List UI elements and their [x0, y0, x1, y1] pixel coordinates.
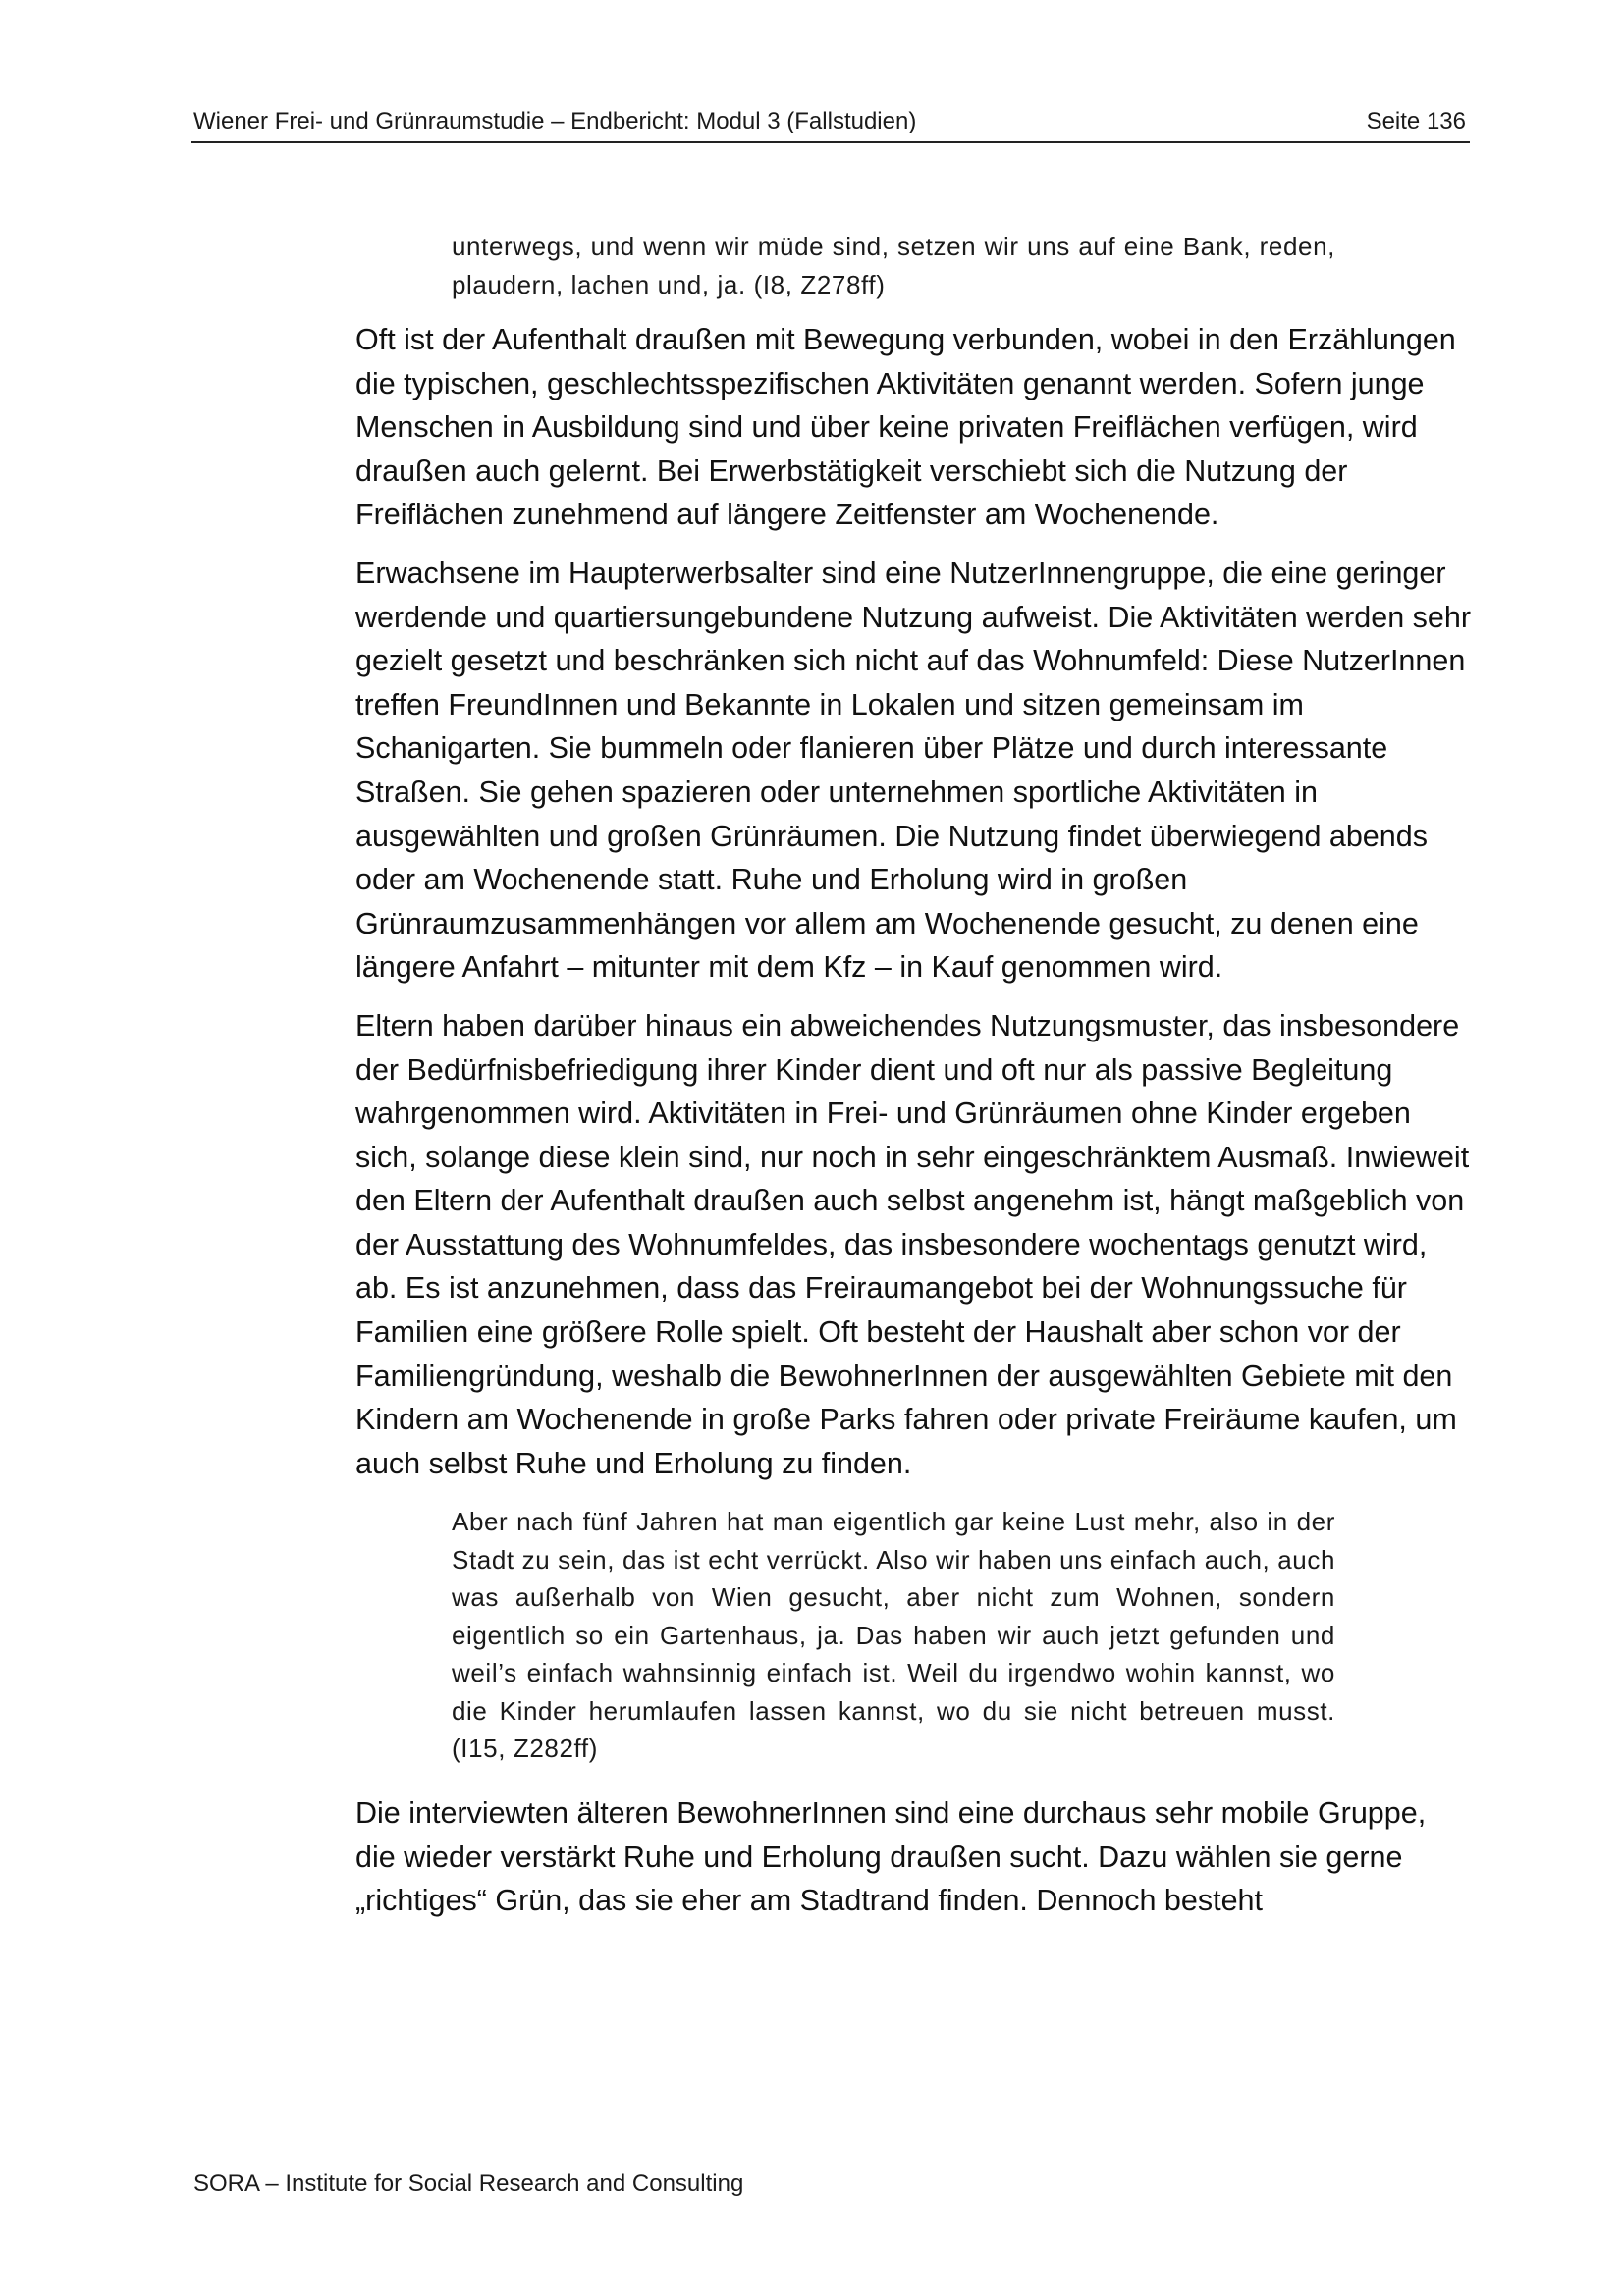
paragraph-4: Die interviewten älteren BewohnerInnen sind eine durchaus sehr mobile Gruppe, die wieder verstärkt Ruhe und Erholung draußen sucht. Dazu wählen sie gerne „richtiges“ Grün, das sie eher am Stadtrand finden. Dennoch besteht	[355, 1795, 1427, 1918]
paragraph-1: Oft ist der Aufenthalt draußen mit Bewegung verbunden, wobei in den Erzählungen die typischen, geschlechtsspezifischen Aktivitäten genannt werden. Sofern junge Menschen in Ausbildung sind und über keine privaten Freiflächen verfügen, wird draußen auch gelernt. Bei Erwerbstätigkeit verschiebt sich die Nutzung der Freiflächen zunehmend auf längere Zeitfenster am Wochenende.	[355, 323, 1456, 532]
interview-quote-2: Aber nach fünf Jahren hat man eigentlich gar keine Lust mehr, also in der Stadt zu sein, das ist echt verrückt. Also wir haben uns einfach auch, auch was außerhalb von Wien gesucht, aber nicht zum Wohnen, sondern eigentlich so ein Gartenhaus, ja. Das haben wir auch jetzt gefunden und weil’s einfach wahnsinnig einfach ist. Weil du irgendwo wohin kannst, wo die Kinder herumlaufen lassen kannst, wo du sie nicht betreuen musst. (I15, Z282ff)	[452, 1507, 1335, 1764]
paragraph-2: Erwachsene im Haupterwerbsalter sind eine NutzerInnengruppe, die eine geringer werdende und quartiersungebundene Nutzung aufweist. Die Aktivitäten werden sehr gezielt gesetzt und beschränken sich nicht auf das Wohnumfeld: Diese NutzerInnen treffen FreundInnen und Bekannte in Lokalen und sitzen gemeinsam im Schanigarten. Sie bummeln oder flanieren über Plätze und durch interessante Straßen. Sie gehen spazieren oder unternehmen sportliche Aktivitäten in ausgewählten und großen Grünräumen. Die Nutzung findet überwiegend abends oder am Wochenende statt. Ruhe und Erholung wird in großen Grünraumzusammenhängen vor allem am Wochenende gesucht, zu denen eine längere Anfahrt – mitunter mit dem Kfz – in Kauf genommen wird.	[355, 556, 1472, 985]
document-title: Wiener Frei- und Grünraumstudie – Endbericht: Modul 3 (Fallstudien)	[193, 108, 917, 134]
paragraph-3: Eltern haben darüber hinaus ein abweichendes Nutzungsmuster, das insbesondere der Bedürfnisbefriedigung ihrer Kinder dient und oft nur als passive Begleitung wahrgenommen wird. Aktivitäten in Frei- und Grünräumen ohne Kinder ergeben sich, solange diese klein sind, nur noch in sehr eingeschränktem Ausmaß. Inwieweit den Eltern der Aufenthalt draußen auch selbst angenehm ist, hängt maßgeblich von der Ausstattung des Wohnumfeldes, das insbesondere wochentags genutzt wird, ab. Es ist anzunehmen, dass das Freiraumangebot bei der Wohnungssuche für Familien eine größere Rolle spielt. Oft besteht der Haushalt aber schon vor der Familiengründung, weshalb die BewohnerInnen der ausgewählten Gebiete mit den Kindern am Wochenende in große Parks fahren oder private Freiräume kaufen, um auch selbst Ruhe und Erholung zu finden.	[355, 1008, 1470, 1480]
page-header	[191, 102, 1470, 143]
page-number: Seite 136	[1366, 108, 1466, 134]
main-content	[355, 228, 1471, 1938]
page-footer: SORA – Institute for Social Research and Consulting	[193, 2170, 744, 2197]
interview-quote-1: unterwegs, und wenn wir müde sind, setzen wir uns auf eine Bank, reden, plaudern, lachen und, ja. (I8, Z278ff)	[452, 232, 1335, 299]
